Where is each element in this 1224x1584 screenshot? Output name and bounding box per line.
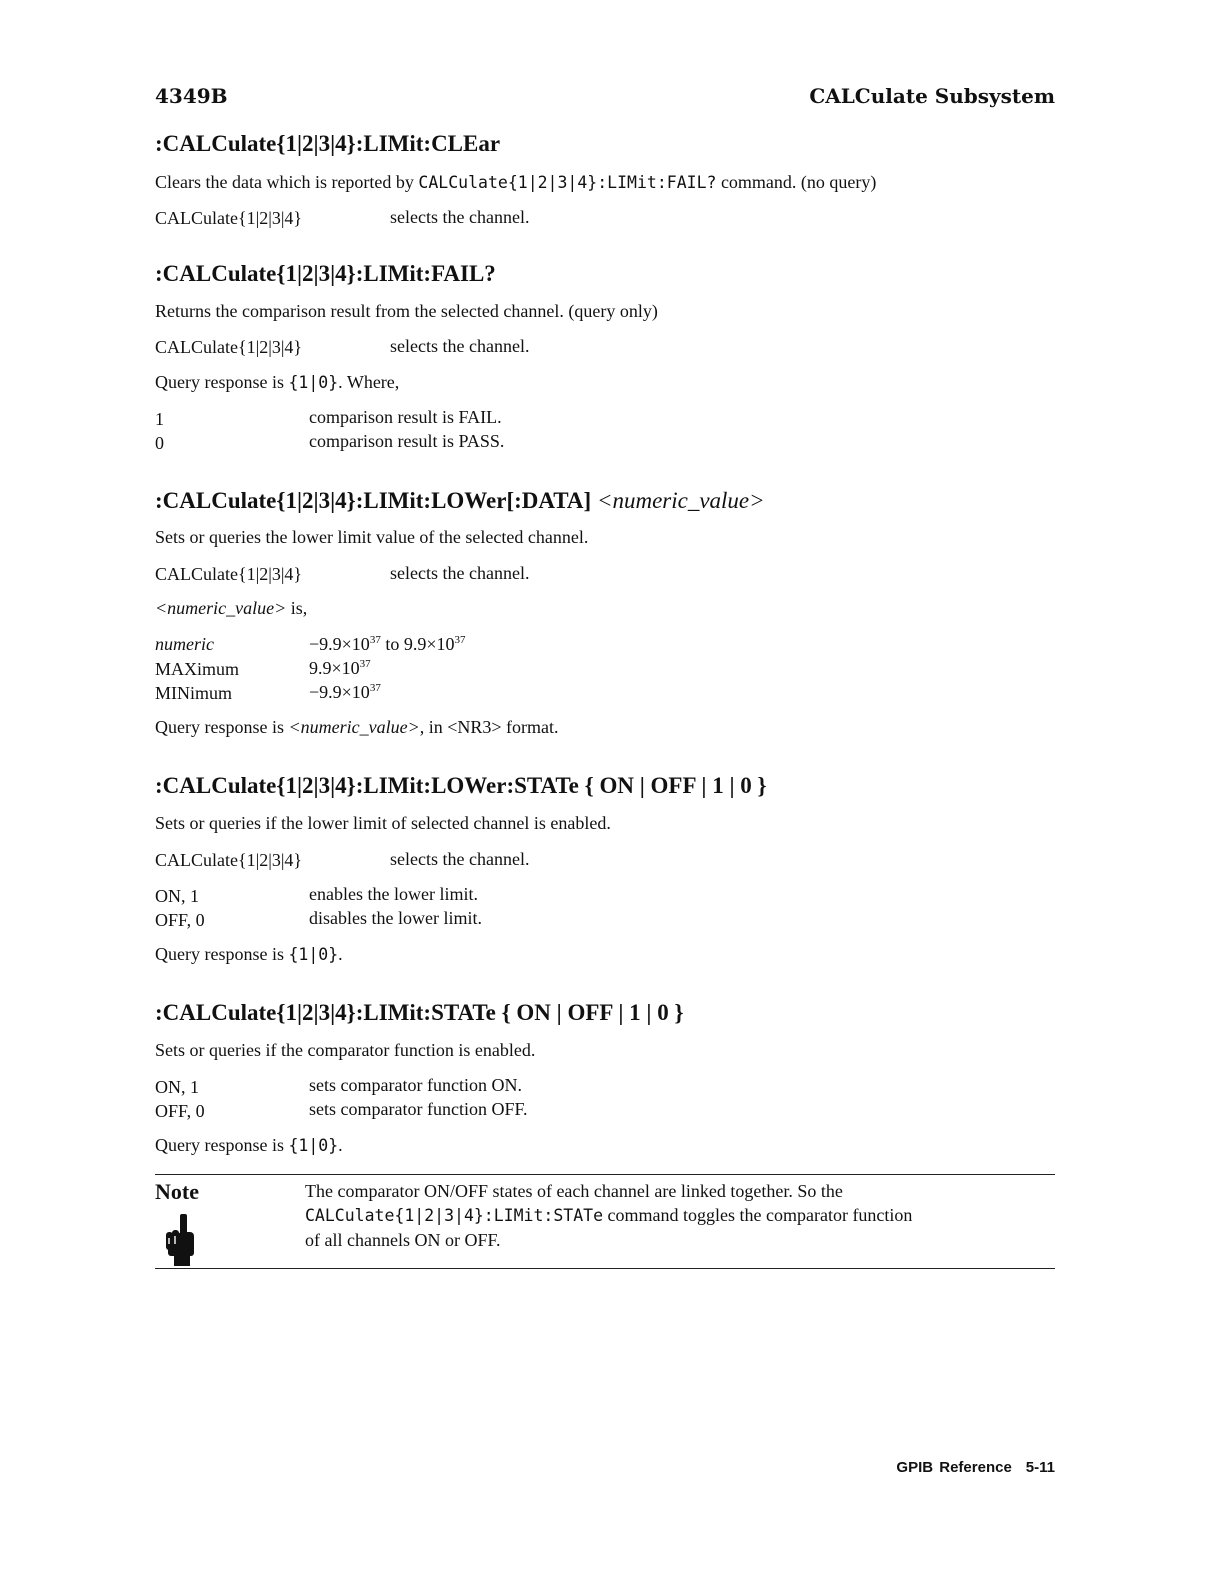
note-text: The comparator ON/OFF states of each channel are linked together. So the CALCulate{1|2|3|4}:LIMit:STATe command toggles the comparator function of all channels ON or OFF. — [305, 1181, 913, 1250]
value-desc: sets comparator function ON. — [309, 1075, 522, 1095]
param-name: CALCulate{1|2|3|4} — [155, 337, 303, 357]
value-desc: disables the lower limit. — [309, 908, 482, 928]
query-response: Query response is {1|0}. Where, — [155, 372, 400, 392]
query-response: Query response is {1|0}. — [155, 944, 343, 964]
note-top-rule — [155, 1174, 1055, 1175]
header-model: 4349B — [155, 84, 228, 108]
section-desc: Sets or queries the lower limit value of the selected channel. — [155, 527, 589, 547]
section-desc: Sets or queries if the comparator function is enabled. — [155, 1040, 536, 1060]
section-desc: Sets or queries if the lower limit of selected channel is enabled. — [155, 813, 611, 833]
section-title-limit-lower-state: :CALCulate{1|2|3|4}:LIMit:LOWer:STATe { ON | OFF | 1 | 0 } — [155, 773, 767, 798]
header-section: CALCulate Subsystem — [809, 84, 1055, 108]
value-desc: comparison result is FAIL. — [309, 407, 502, 427]
value-min: $-9.9\times 10^{37}$ — [309, 682, 381, 702]
value-range: $-9.9\times 10^{37}$ to $9.9\times 10^{37}$ — [309, 634, 466, 654]
value-key: 1 — [155, 409, 164, 429]
value-key: ON, 1 — [155, 1077, 199, 1097]
value-key: 0 — [155, 433, 164, 453]
param-desc: selects the channel. — [390, 207, 530, 227]
value-desc: enables the lower limit. — [309, 884, 478, 904]
numeric-value-intro: <numeric_value> is, — [155, 598, 308, 618]
param-name: CALCulate{1|2|3|4} — [155, 564, 303, 584]
pointing-hand-icon — [164, 1214, 198, 1272]
param-desc: selects the channel. — [390, 336, 530, 356]
value-key: MINimum — [155, 683, 233, 703]
value-key: MAXimum — [155, 659, 240, 679]
page-footer: GPIB Reference 5-11 — [896, 1459, 1055, 1476]
section-title-limit-clear: :CALCulate{1|2|3|4}:LIMit:CLEar — [155, 131, 501, 156]
value-key: ON, 1 — [155, 886, 199, 906]
param-name: CALCulate{1|2|3|4} — [155, 208, 303, 228]
value-key: OFF, 0 — [155, 1101, 205, 1121]
section-desc: Clears the data which is reported by CALCulate{1|2|3|4}:LIMit:FAIL? command. (no query) — [155, 172, 877, 192]
query-response: Query response is <numeric_value>, in <NR3> format. — [155, 717, 559, 737]
value-max: $9.9\times 10^{37}$ — [309, 658, 371, 678]
param-name: CALCulate{1|2|3|4} — [155, 850, 303, 870]
value-key: OFF, 0 — [155, 910, 205, 930]
value-key: numeric — [155, 634, 214, 654]
param-desc: selects the channel. — [390, 849, 530, 869]
note-bottom-rule — [155, 1268, 1055, 1269]
section-title-limit-state: :CALCulate{1|2|3|4}:LIMit:STATe { ON | OFF | 1 | 0 } — [155, 1000, 684, 1025]
query-response: Query response is {1|0}. — [155, 1135, 343, 1155]
section-title-limit-lower-data: :CALCulate{1|2|3|4}:LIMit:LOWer[:DATA] <numeric_value> — [155, 488, 765, 513]
note-label: Note — [155, 1179, 199, 1204]
section-title-limit-fail: :CALCulate{1|2|3|4}:LIMit:FAIL? — [155, 261, 496, 286]
value-desc: comparison result is PASS. — [309, 431, 505, 451]
value-desc: sets comparator function OFF. — [309, 1099, 528, 1119]
param-desc: selects the channel. — [390, 563, 530, 583]
section-desc: Returns the comparison result from the selected channel. (query only) — [155, 301, 658, 321]
